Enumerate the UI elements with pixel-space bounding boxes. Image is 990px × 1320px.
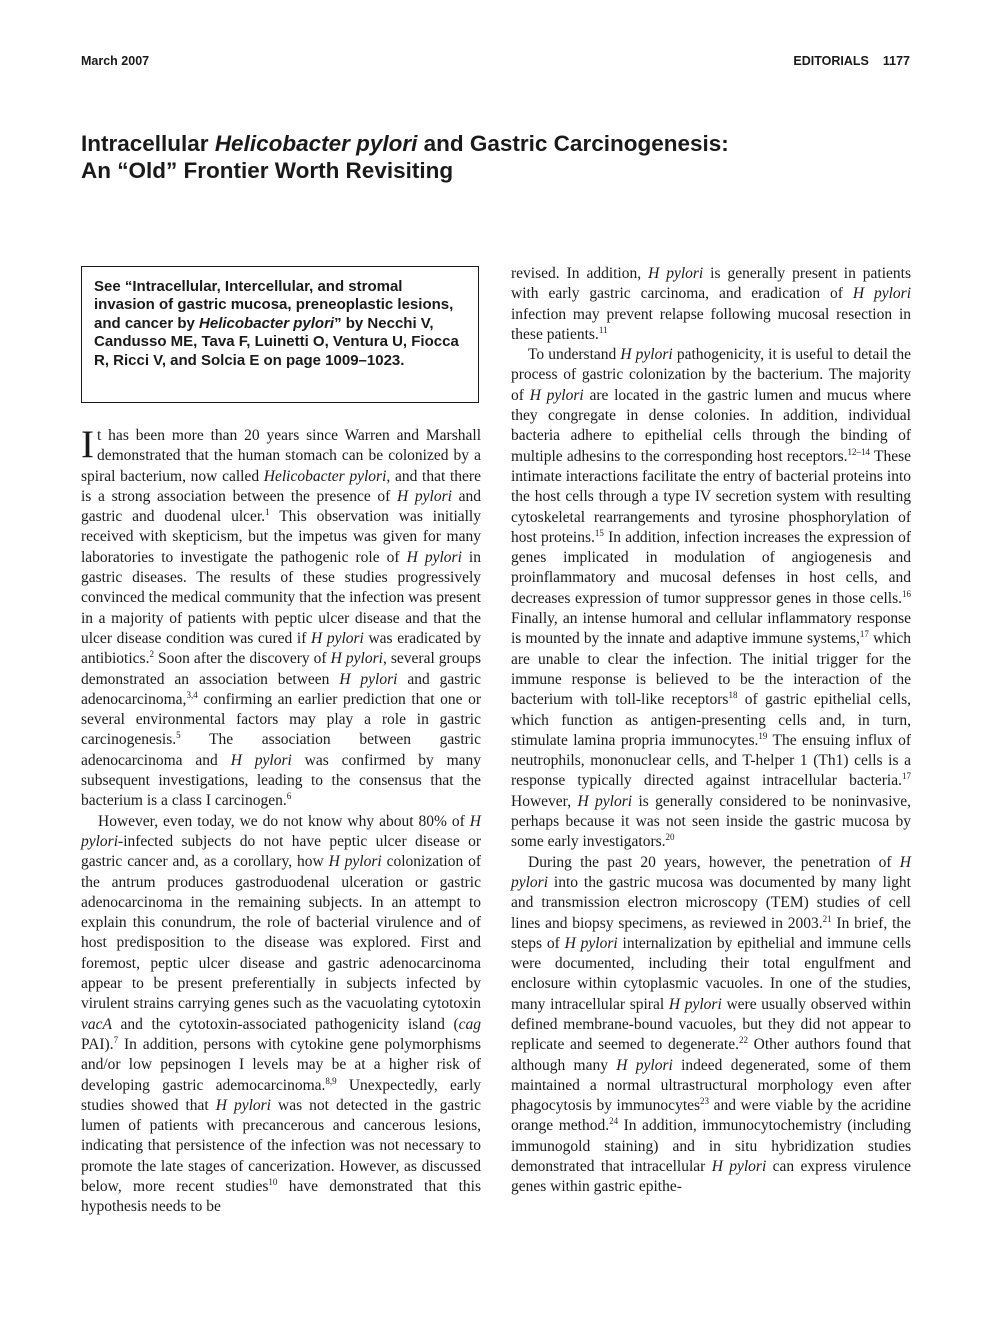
body-text: In brief, the steps of (511, 914, 912, 952)
body-text: are located in the gastric lumen and mucus where they congregate in dense colonies. In addition, individual bacteria adhere to epithelial cells through the binding of multiple adhesins to the corresponding host receptors. (511, 386, 911, 465)
right-column (511, 264, 911, 1198)
body-text: indeed degenerated, some of them maintained a normal ultrastructural morphology even after phagocytosis by immunocytes (511, 1056, 911, 1115)
body-text: The ensuing influx of neutrophils, mononuclear cells, and T-helper 1 (Th1) cells is a response typically directed against intracellular bacteria. (511, 731, 911, 790)
body-text: internalization by epithelial and immune cells were documented, including their total engulfment and enclosure within cytoplasmic vacuoles. In one of the studies, many intracellular spiral (511, 934, 911, 1013)
italic-text: H pylori (852, 285, 911, 303)
body-text: -infected subjects do not have peptic ulcer disease or gastric cancer and, as a corollary, how (81, 832, 481, 871)
citation-ref: 23 (700, 1096, 710, 1107)
paragraph-1 (81, 423, 482, 812)
paragraph-5 (511, 853, 911, 1198)
body-text: have demonstrated that this hypothesis needs to be (81, 1177, 481, 1216)
body-text: which are unable to clear the infection. The initial trigger for the immune response is believed to be the interaction of the bacterium with toll-like receptors (511, 630, 911, 709)
body-text: is generally considered to be noninvasive, perhaps because it was not seen inside the gastric mucosa by some early investigators. (511, 792, 912, 851)
italic-text: H pylori (81, 812, 481, 850)
citation-ref: 17 (859, 629, 869, 640)
citation-ref: 10 (268, 1176, 278, 1187)
italic-text: H pylori (311, 629, 364, 647)
see-box-text: See “Intracellular, Intercellular, and stromal invasion of gastric mucosa, preneoplastic lesions, and cancer by (94, 278, 454, 332)
body-text: and the cytotoxin-associated pathogenicity island ( (111, 1015, 459, 1033)
citation-ref: 19 (758, 730, 768, 741)
body-text: and that there is a strong association between the presence of (81, 467, 481, 505)
paragraph-3 (511, 264, 911, 345)
see-box-text: ” by Necchi V, Candusso ME, Tava F, Luinetti O, Ventura U, Fiocca R, Ricci V, and Solcia E on page 1009–1023. (94, 314, 459, 369)
body-text: were usually observed within defined membrane-bound vacuoles, but they did not appear to replicate and seemed to degenerate. (511, 995, 912, 1054)
italic-text: H pylori (215, 1096, 271, 1114)
citation-ref: 1 (265, 507, 270, 518)
article-title (81, 130, 841, 184)
body-text: , several groups demonstrated an association between (81, 650, 482, 688)
running-head-section-page (793, 54, 910, 68)
body-text: However, (511, 792, 578, 810)
citation-ref: 7 (113, 1034, 119, 1045)
body-text: and were viable by the acridine orange method. (511, 1097, 912, 1135)
citation-ref: 12–14 (847, 446, 871, 457)
citation-ref: 20 (665, 832, 675, 843)
body-text: Unexpectedly, early studies showed that (81, 1076, 481, 1114)
running-head-date: March 2007 (81, 54, 150, 68)
body-text: Finally, an intense humoral and cellular inflammatory response is mounted by the innate and adaptive immune systems, (511, 610, 911, 648)
body-text: was not detected in the gastric lumen of patients with precancerous and cancerous lesions, indicating that persistence of the infection was not necessary to promote the late stages of cancerization. However, as discussed below, more recent studies (81, 1096, 481, 1195)
citation-ref: 18 (728, 690, 738, 701)
body-text: t has been more than 20 years since Warren and Marshall demonstrated that the human stomach can be colonized by a spiral bacterium, now called (81, 427, 481, 485)
citation-ref: 24 (609, 1116, 619, 1127)
citation-ref: 22 (738, 1035, 748, 1046)
body-text: PAI). (81, 1035, 114, 1053)
body-text: To understand (528, 346, 621, 364)
italic-text: H pylori (230, 751, 292, 769)
body-text: Other authors found that although many (511, 1036, 911, 1074)
see-box-italic: Helicobacter pylori (199, 314, 335, 332)
body-text: In addition, persons with cytokine gene polymorphisms and/or low pepsinogen I levels may be at a higher risk of developing gastric ademocarcinoma. (81, 1035, 481, 1094)
body-text: was eradicated by antibiotics. (81, 629, 482, 668)
citation-ref: 3,4 (186, 689, 198, 700)
body-text: was confirmed by many subsequent investigations, leading to the consensus that the bacterium is a class I carcinogen. (81, 751, 481, 810)
citation-ref: 8,9 (325, 1075, 337, 1086)
italic-text: Helicobacter pylori, (263, 467, 391, 485)
body-text: infection may prevent relapse following mucosal resection in these patients. (511, 305, 911, 343)
italic-text: H pylori (620, 346, 673, 364)
body-text: and gastric and duodenal ulcer. (81, 487, 481, 526)
page-number: 1177 (882, 54, 910, 68)
paragraph-2 (81, 812, 481, 1218)
body-text: The association between gastric adenocarcinoma and (81, 731, 481, 769)
citation-ref: 2 (149, 649, 154, 660)
body-text: Soon after the discovery of (153, 650, 331, 668)
italic-text: cag (458, 1015, 481, 1033)
body-text: and gastric adenocarcinoma, (81, 670, 481, 708)
citation-ref: 16 (902, 588, 911, 599)
body-text: into the gastric mucosa was documented by many light and transmission electron microscopy (TEM) studies of cell lines and biopsy specimens, as reviewed in 2003. (511, 873, 911, 932)
citation-ref: 21 (822, 913, 832, 924)
citation-ref: 15 (594, 527, 604, 538)
running-head (81, 54, 910, 72)
title-text: Intracellular (81, 131, 215, 156)
body-text: in gastric diseases. The results of these studies progressively convinced the medical community that the infection was present in a majority of patients with peptic ulcer disease and that the ulcer disease condition was cured if (81, 548, 481, 647)
body-text: In addition, immunocytochemistry (including immunogold staining) and in situ hybridization studies demonstrated that intracellular (511, 1117, 911, 1176)
left-column (81, 423, 482, 1218)
citation-ref: 6 (286, 791, 292, 802)
body-text: However, even today, we do not know why about 80% of (98, 812, 470, 830)
italic-text: H pylori (406, 548, 462, 566)
paragraph-4 (511, 345, 911, 852)
title-line2: An “Old” Frontier Worth Revisiting (81, 158, 454, 183)
body-text: pathogenicity, it is useful to detail the process of gastric colonization by the bacterium. The majority of (511, 346, 911, 404)
italic-text: H pylori (511, 853, 911, 891)
body-text: During the past 20 years, however, the penetration of (528, 853, 900, 871)
body-text: This observation was initially received with skepticism, but the impetus was given for many laboratories to investigate the pathogenic role of (81, 508, 481, 566)
italic-text: H pylori (330, 650, 383, 668)
drop-cap: I (81, 423, 94, 466)
body-text: can express virulence genes within gastric epithe- (511, 1158, 911, 1196)
italic-text: H pylori (328, 853, 382, 871)
italic-text: H pylori (529, 386, 584, 404)
body-text: revised. In addition, (511, 265, 649, 282)
italic-text: H pylori (339, 670, 398, 688)
italic-text: H pylori (564, 934, 618, 952)
italic-text: vacA (81, 1015, 112, 1033)
italic-text: H pylori (397, 487, 452, 505)
running-head-section: EDITORIALS (793, 54, 869, 68)
see-also-box (81, 266, 479, 403)
italic-text: H pylori (668, 995, 722, 1013)
title-text: and Gastric Carcinogenesis: (417, 131, 729, 156)
citation-ref: 11 (598, 324, 608, 335)
italic-text: H pylori (577, 792, 633, 810)
citation-ref: 17 (902, 771, 911, 782)
italic-text: H pylori (616, 1056, 673, 1074)
body-text: colonization of the antrum produces gastroduodenal ulceration or gastric adenocarcinoma in the remaining subjects. In an attempt to explain this conundrum, the role of bacterial virulence and of host predisposition to the disease was explored. First and foremost, peptic ulcer disease and gastric adenocarcinoma appear to be present preferentially in subjects infected by virulent strains carrying genes such as the vacuolating cytotoxin (81, 853, 482, 1013)
body-text: is generally present in patients with early gastric carcinoma, and eradication of (511, 265, 911, 303)
italic-text: H pylori (648, 265, 704, 282)
title-italic: Helicobacter pylori (214, 131, 418, 156)
body-text: These intimate interactions facilitate the entry of bacterial proteins into the host cells through a type IV secretion system with resulting cytoskeletal rearrangements and tyrosine phosphorylation of host proteins. (511, 447, 911, 546)
body-text: confirming an earlier prediction that one or several environmental factors may play a role in gastric carcinogenesis. (81, 690, 481, 749)
citation-ref: 5 (176, 730, 181, 741)
body-text: In addition, infection increases the expression of genes implicated in modulation of angiogenesis and proinflammatory and mucosal defenses in host cells, and decreases expression of tumor suppressor genes in those cells. (511, 528, 911, 607)
body-text: of gastric epithelial cells, which function as antigen-presenting cells and, in turn, stimulate lamina propria immunocytes. (511, 691, 911, 749)
italic-text: H pylori (711, 1158, 767, 1176)
